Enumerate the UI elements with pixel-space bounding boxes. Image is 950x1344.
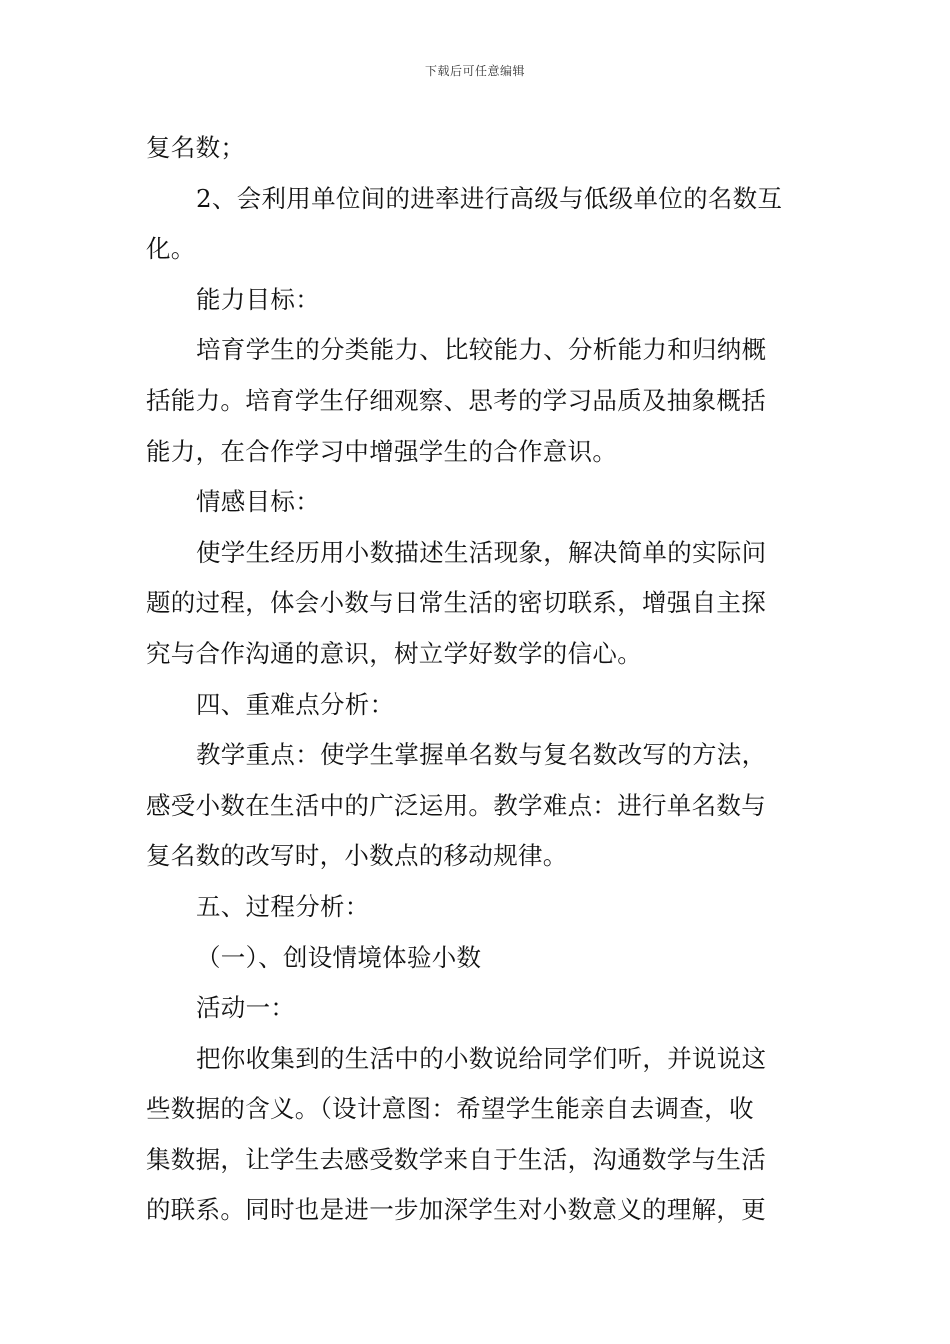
text-line: 些数据的含义。（设计意图：希望学生能亲自去调查，收	[146, 1094, 754, 1124]
text-line: 活动一：	[196, 993, 296, 1023]
text-line: 感受小数在生活中的广泛运用。教学难点：进行单名数与	[146, 790, 766, 820]
text-line: 的联系。同时也是进一步加深学生对小数意义的理解，更	[146, 1195, 766, 1225]
document-body	[146, 123, 806, 1236]
text-line: 究与合作沟通的意识，树立学好数学的信心。	[146, 638, 642, 668]
text-line: 五、过程分析：	[196, 891, 370, 921]
text-line: 题的过程，体会小数与日常生活的密切联系，增强自主探	[146, 588, 766, 618]
text-line: 培育学生的分类能力、比较能力、分析能力和归纳概	[196, 335, 767, 365]
text-line: 复名数的改写时，小数点的移动规律。	[146, 841, 568, 871]
text-line: 情感目标：	[196, 487, 320, 517]
text-line: 使学生经历用小数描述生活现象，解决简单的实际问	[196, 537, 767, 567]
header-note: 下载后可任意编辑	[424, 64, 525, 78]
text-line: 能力，在合作学习中增强学生的合作意识。	[146, 436, 618, 466]
text-line: （一）、创设情境体验小数	[196, 942, 482, 972]
text-line: 2、会利用单位间的进率进行高级与低级单位的名数互	[196, 183, 783, 213]
text-line: 把你收集到的生活中的小数说给同学们听，并说说这	[196, 1043, 767, 1073]
text-line: 教学重点：使学生掌握单名数与复名数改写的方法，	[196, 740, 767, 770]
text-line: 括能力。培育学生仔细观察、思考的学习品质及抽象概括	[146, 385, 766, 415]
text-line: 集数据，让学生去感受数学来自于生活，沟通数学与生活	[146, 1144, 766, 1174]
text-line: 四、重难点分析：	[196, 689, 395, 719]
text-line: 能力目标：	[196, 284, 320, 314]
text-line: 化。	[146, 234, 196, 264]
text-line: 复名数；	[146, 133, 246, 162]
